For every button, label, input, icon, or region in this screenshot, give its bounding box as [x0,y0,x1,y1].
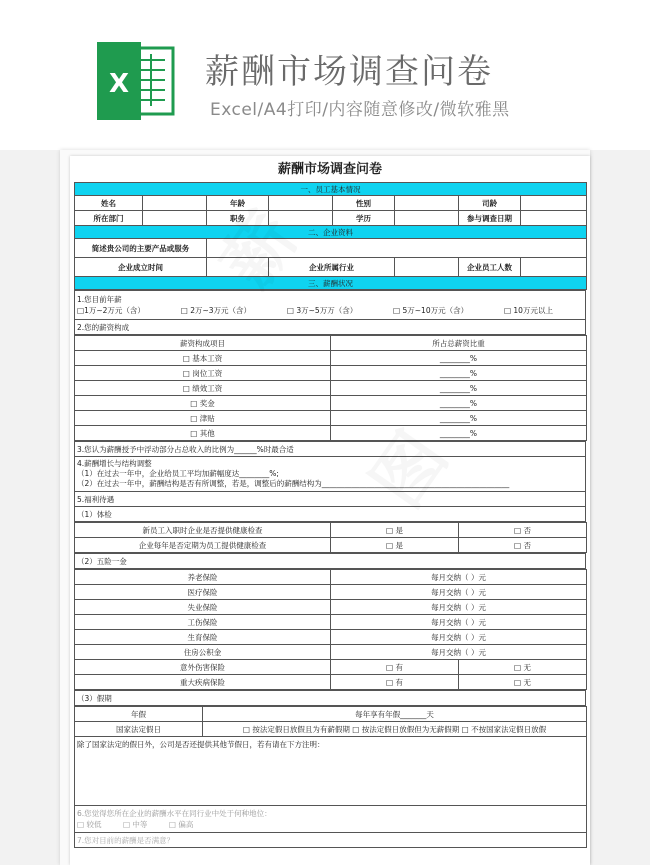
label-position: 职务 [207,211,269,226]
q5-text: 5.福利待遇 [75,492,586,507]
pay-item[interactable]: □ 其他 [75,426,331,441]
option[interactable]: □ 5万~10万元（含） [393,306,469,315]
pay-item[interactable]: □ 岗位工资 [75,366,331,381]
insurance-section [74,553,586,569]
salary-section [74,290,586,335]
pay-percent[interactable]: ________% [331,381,587,396]
option[interactable]: □ 较低 [77,820,102,829]
pay-item[interactable]: □ 基本工资 [75,351,331,366]
label-survey-date: 参与调查日期 [459,211,521,226]
pay-percent[interactable]: ________% [331,351,587,366]
q1-options [77,305,583,316]
pay-item[interactable]: □ 绩效工资 [75,381,331,396]
svg-text:X: X [108,69,130,99]
field-tenure[interactable] [521,196,587,211]
q6-options [77,819,584,830]
field-dept[interactable] [143,211,207,226]
label-industry: 企业所属行业 [269,258,395,277]
insurance-item: 生育保险 [75,630,331,645]
excel-icon [95,42,175,120]
q1-block [75,291,586,320]
label-gender: 性别 [333,196,395,211]
option[interactable]: □ 3万~5万万（含） [286,306,358,315]
q6-text: 6.您觉得您所在企业的薪酬水平在同行业中处于何种地位： [77,809,272,818]
field-industry[interactable] [395,258,459,277]
q4-text: 4.薪酬增长与结构调整 [77,459,152,468]
q2-text: 2.您的薪资构成 [75,320,586,335]
monthly-amount[interactable]: 每月交纳（ ）元 [331,630,587,645]
yes-option[interactable]: □ 是 [331,523,459,538]
insurance-item: 工伤保险 [75,615,331,630]
label-est-time: 企业成立时间 [75,258,207,277]
q5-1-text: （1）体检 [75,507,586,522]
monthly-amount[interactable]: 每月交纳（ ）元 [331,645,587,660]
section-header: 三、薪酬状况 [75,277,587,290]
field-education[interactable] [395,211,459,226]
survey-table [74,182,587,290]
q5-2-text: （2）五险一金 [75,554,586,569]
has-option[interactable]: □ 有 [331,675,459,690]
pay-item[interactable]: □ 津贴 [75,411,331,426]
q6-block [75,806,587,833]
label-tenure: 司龄 [459,196,521,211]
label-staff-count: 企业员工人数 [459,258,521,277]
leave-section [74,690,586,706]
none-option[interactable]: □ 无 [459,660,587,675]
field-age[interactable] [269,196,333,211]
field-staff-count[interactable] [521,258,587,277]
none-option[interactable]: □ 无 [459,675,587,690]
field-products[interactable] [207,239,587,258]
insurance-item: 失业保险 [75,600,331,615]
field-gender[interactable] [395,196,459,211]
field-survey-date[interactable] [521,211,587,226]
label-products: 简述贵公司的主要产品或服务 [75,239,207,258]
section-header: 二、企业资料 [75,226,587,239]
label-name: 姓名 [75,196,143,211]
q5-3-text: （3）假期 [75,691,586,706]
monthly-amount[interactable]: 每月交纳（ ）元 [331,615,587,630]
no-option[interactable]: □ 否 [459,538,587,553]
q7-text: 7.您对目前的薪酬是否满意？ [75,833,587,848]
brand-title: 薪酬市场调查问卷 [205,52,493,92]
q4-block [75,457,586,492]
option[interactable]: □ 中等 [122,820,148,829]
pay-percent[interactable]: ________% [331,396,587,411]
annual-leave-value[interactable]: 每年享有年假_______天 [203,707,587,722]
label-education: 学历 [333,211,395,226]
q3-text: 3.您认为薪酬授予中浮动部分占总收入的比例为______%时最合适 [75,442,586,457]
document-sheet [70,156,590,865]
other-leave-field[interactable]: 除了国家法定的假日外，公司是否还提供其他节假日，若有请在下方注明： [75,737,587,806]
exam-item: 新员工入职时企业是否提供健康检查 [75,523,331,538]
holiday-label: 国家法定假日 [75,722,203,737]
pay-item[interactable]: □ 奖金 [75,396,331,411]
option[interactable]: □ 偏高 [168,820,194,829]
has-option[interactable]: □ 有 [331,660,459,675]
monthly-amount[interactable]: 每月交纳（ ）元 [331,600,587,615]
monthly-amount[interactable]: 每月交纳（ ）元 [331,585,587,600]
document-title: 薪酬市场调查问卷 [277,162,382,177]
option[interactable]: □ 10万元以上 [503,306,553,315]
option[interactable]: □1万~2万元（含） [77,306,145,315]
monthly-amount[interactable]: 每月交纳（ ）元 [331,570,587,585]
label-age: 年龄 [207,196,269,211]
holiday-options[interactable]: □ 按法定假日放假且为有薪假期 □ 按法定假日放假但为无薪假期 □ 不按国家法定假日放假 [203,722,587,737]
insurance-item: 住房公积金 [75,645,331,660]
section-header: 一、员工基本情况 [75,183,587,196]
no-option[interactable]: □ 否 [459,523,587,538]
pay-percent[interactable]: ________% [331,366,587,381]
q4-item-2: （2）在过去一年中，薪酬结构是否有所调整，若是，调整后的薪酬结构为__________________________________________________ [77,479,510,488]
brand-subtitle: Excel/A4打印/内容随意修改/微软雅黑 [210,100,510,120]
exam-item: 企业每年是否定期为员工提供健康检查 [75,538,331,553]
health-check-table [74,522,587,553]
q4-item-1: （1）在过去一年中，企业给员工平均加薪幅度达________%; [77,469,279,478]
pay-structure-table [74,335,587,441]
col-header: 薪资构成项目 [75,336,331,351]
leave-table [74,706,587,848]
pay-percent[interactable]: ________% [331,411,587,426]
insurance-table [74,569,587,690]
field-position[interactable] [269,211,333,226]
yes-option[interactable]: □ 是 [331,538,459,553]
questions-3-5 [74,441,586,522]
insurance-item: 意外伤害保险 [75,660,331,675]
label-dept: 所在部门 [75,211,143,226]
pay-percent[interactable]: ________% [331,426,587,441]
field-est-time[interactable] [207,258,269,277]
col-header: 所占总薪资比重 [331,336,587,351]
header-banner [0,0,650,150]
q1-text: 1.您目前年薪 [77,295,122,304]
annual-leave-label: 年假 [75,707,203,722]
insurance-item: 重大疾病保险 [75,675,331,690]
insurance-item: 养老保险 [75,570,331,585]
insurance-item: 医疗保险 [75,585,331,600]
field-name[interactable] [143,196,207,211]
option[interactable]: □ 2万~3万元（含） [180,306,252,315]
